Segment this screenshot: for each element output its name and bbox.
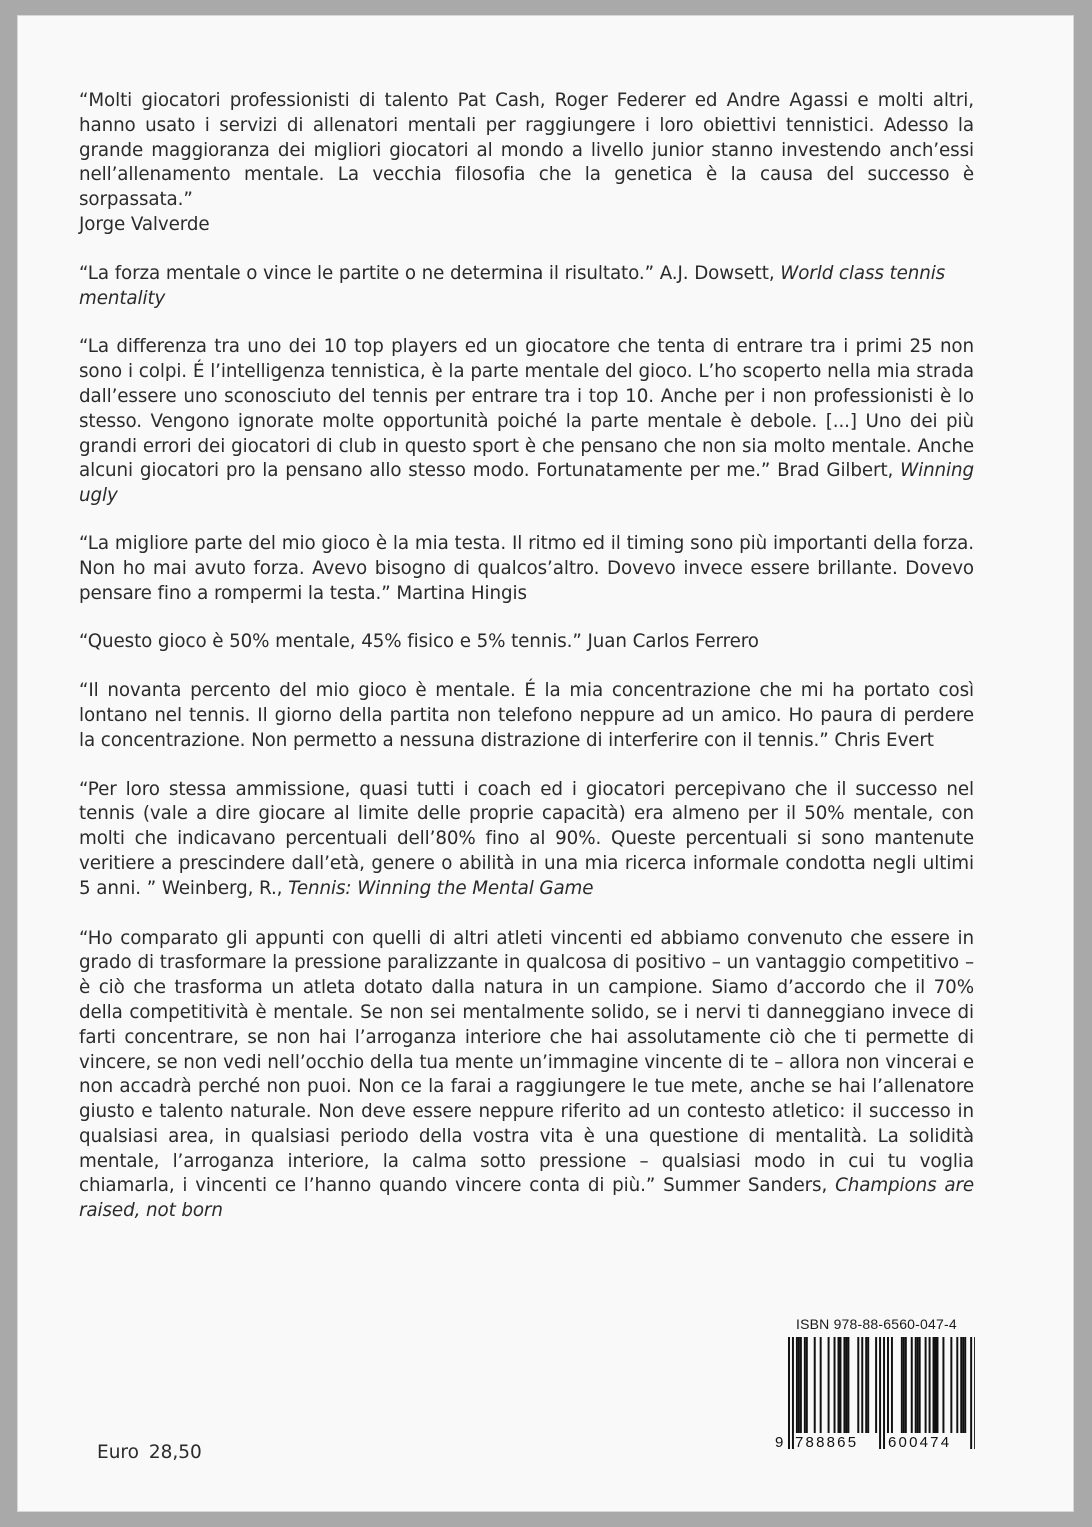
quote-text: “Ho comparato gli appunti con quelli di altri atleti vincenti ed abbiamo convenuto che essere in grado di trasformare la pressione paralizzante in qualcosa di positivo – un vantaggio competitivo – è ciò che trasforma un atleta dotato dalla natura in un campione. Siamo d’accordo che il 70% della competitività è mentale. Se non sei mentalmente solido, se i nervi ti danneggiano invece di farti concentrare, se non hai l’arroganza interiore che hai assolutamente ciò che ti permette di vincere, se non vedi nell’occhio della tua mente un’immagine vincente di te – allora non vincerai e non accadrà perché non puoi. Non ce la farai a raggiungere le tue mete, anche se hai l’allenatore giusto e talento naturale. Non deve essere neppure riferito ad un contesto atletico: il successo in qualsiasi area, in qualsiasi periodo della vostra vita è una questione di mentalità. La solidità mentale, l’arroganza interiore, la calma sotto pressione – qualsiasi modo in cui tu voglia chiamarla, i vincenti ce l’hanno quando vincere conta di più.” — [79, 927, 974, 1197]
barcode-bar — [903, 1337, 905, 1433]
barcode-bar — [964, 1337, 966, 1433]
barcode-bar — [845, 1337, 847, 1433]
barcode-bar — [933, 1337, 935, 1433]
quote-author: Jorge Valverde — [79, 213, 210, 235]
quote-text: “Il novanta percento del mio gioco è mentale. É la mia concentrazione che mi ha portato così lontano nel tennis. Il giorno della partita non telefono neppure ad un amico. Ho paura di perdere la concentrazione. Non permetto a nessuna distrazione di interferire con il tennis.” — [79, 680, 974, 751]
quote-text: “La migliore parte del mio gioco è la mia testa. Il ritmo ed il timing sono più importanti della forza. Non ho mai avuto forza. Avevo bisogno di qualcos’altro. Dovevo invece essere brillante. Dovevo pensare fino a rompermi la testa.” — [79, 532, 974, 604]
barcode-bar — [834, 1337, 836, 1433]
barcode-bar — [917, 1337, 919, 1433]
quote-2 — [79, 262, 974, 312]
barcode-bar — [925, 1337, 927, 1433]
quote-8 — [79, 927, 974, 1225]
quote-work-title: Winning ugly — [79, 460, 975, 507]
quote-text: “La forza mentale o vince le partite o ne determina il risultato.” — [79, 262, 654, 284]
barcode-left-group: 788865 — [795, 1434, 859, 1451]
quote-author: Weinberg, R., — [161, 877, 283, 899]
isbn-label: ISBN 978-88-6560-047-4 — [796, 1316, 957, 1332]
quote-3 — [79, 335, 974, 509]
quote-text: “La differenza tra uno dei 10 top players ed un giocatore che tenta di entrare tra i primi 25 non sono i colpi. É l’intelligenza tennistica, è la parte mentale del gioco. L’ho scoperto nella mia strada dall’essere uno sconosciuto del tennis per entrare tra i top 10. Anche per i non professionisti è lo stesso. Vengono ignorate molte opportunità poiché la parte mentale è debole. [...] Uno dei più grandi errori dei giocatori di club in questo sport è che pensano che non sia molto mentale. Anche alcuni giocatori pro la pensano allo stesso modo. Fortunatamente per me.” — [79, 336, 974, 482]
barcode — [775, 1337, 975, 1472]
barcode-bar — [960, 1337, 962, 1433]
barcode-digits — [775, 1431, 975, 1459]
barcode-bar — [915, 1337, 917, 1433]
quotes-list — [79, 89, 974, 1224]
quote-6 — [79, 679, 974, 753]
quote-author: A.J. Dowsett, — [659, 262, 775, 284]
quote-author: Brad Gilbert, — [777, 460, 894, 482]
book-back-cover — [17, 15, 1074, 1512]
quote-author: Chris Evert — [834, 729, 934, 751]
barcode-bar — [956, 1337, 958, 1433]
barcode-bar — [820, 1337, 822, 1433]
barcode-bar — [800, 1337, 802, 1433]
barcode-bar — [911, 1337, 913, 1433]
barcode-bar — [919, 1337, 921, 1433]
barcode-bar — [806, 1337, 808, 1433]
quote-text: “Per loro stessa ammissione, quasi tutti i coach ed i giocatori percepivano che il successo nel tennis (vale a dire giocare al limite delle proprie capacità) era almeno per il 50% mentale, con molti che indicavano percentuali dell’80% fino al 90%. Queste percentuali si sono mantenute veritiere a prescindere dall’età, genere o abilità in una mia ricerca informale condotta negli ultimi 5 anni. ” — [79, 778, 974, 899]
barcode-bar — [804, 1337, 806, 1433]
quote-7 — [79, 778, 974, 902]
barcode-bar — [891, 1337, 893, 1433]
barcode-bar — [929, 1337, 931, 1433]
barcode-bar — [865, 1337, 867, 1433]
quote-author: Summer Sanders, — [663, 1175, 828, 1197]
quote-5 — [79, 630, 974, 655]
quote-4 — [79, 532, 974, 606]
barcode-bar — [867, 1337, 869, 1433]
barcode-bar — [828, 1337, 830, 1433]
barcode-bar — [847, 1337, 849, 1433]
barcode-bar — [962, 1337, 964, 1433]
barcode-bar — [861, 1337, 863, 1433]
quote-text: “Questo gioco è 50% mentale, 45% fisico e 5% tennis.” — [79, 631, 582, 653]
barcode-bar — [937, 1337, 939, 1433]
barcode-bar — [798, 1337, 800, 1433]
quote-author: Juan Carlos Ferrero — [587, 631, 759, 653]
quote-author: Martina Hingis — [396, 582, 527, 604]
quote-text: “Molti giocatori professionisti di talento Pat Cash, Roger Federer ed Andre Agassi e molti altri, hanno usato i servizi di allenatori mentali per raggiungere i loro obiettivi tennistici. Adesso la grande maggioranza dei migliori giocatori al mondo a livello junior stanno investendo anch’essi nell’allenamento mentale. La vecchia filosofia che la genetica è la causa del successo è sorpassata.” — [79, 90, 974, 211]
quote-work-title: Champions are raised, not born — [79, 1175, 975, 1222]
barcode-bar — [875, 1337, 877, 1433]
barcode-bar — [843, 1337, 845, 1433]
barcode-bar — [838, 1337, 840, 1433]
barcode-first-digit: 9 — [775, 1434, 784, 1451]
quote-1 — [79, 89, 974, 238]
barcode-bar — [814, 1337, 816, 1433]
price-label: Euro 28,50 — [97, 1442, 202, 1463]
barcode-bar — [905, 1337, 907, 1433]
barcode-bar — [796, 1337, 798, 1433]
quote-work-title: World class tennis mentality — [79, 262, 946, 309]
barcode-bar — [887, 1337, 889, 1433]
barcode-bar — [857, 1337, 859, 1433]
quote-work-title: Tennis: Winning the Mental Game — [288, 877, 594, 899]
barcode-bar — [901, 1337, 903, 1433]
barcode-right-group: 600474 — [888, 1434, 952, 1451]
barcode-bar — [935, 1337, 937, 1433]
barcode-bar — [942, 1337, 944, 1433]
barcode-bar — [839, 1337, 841, 1433]
barcode-bar — [950, 1337, 952, 1433]
